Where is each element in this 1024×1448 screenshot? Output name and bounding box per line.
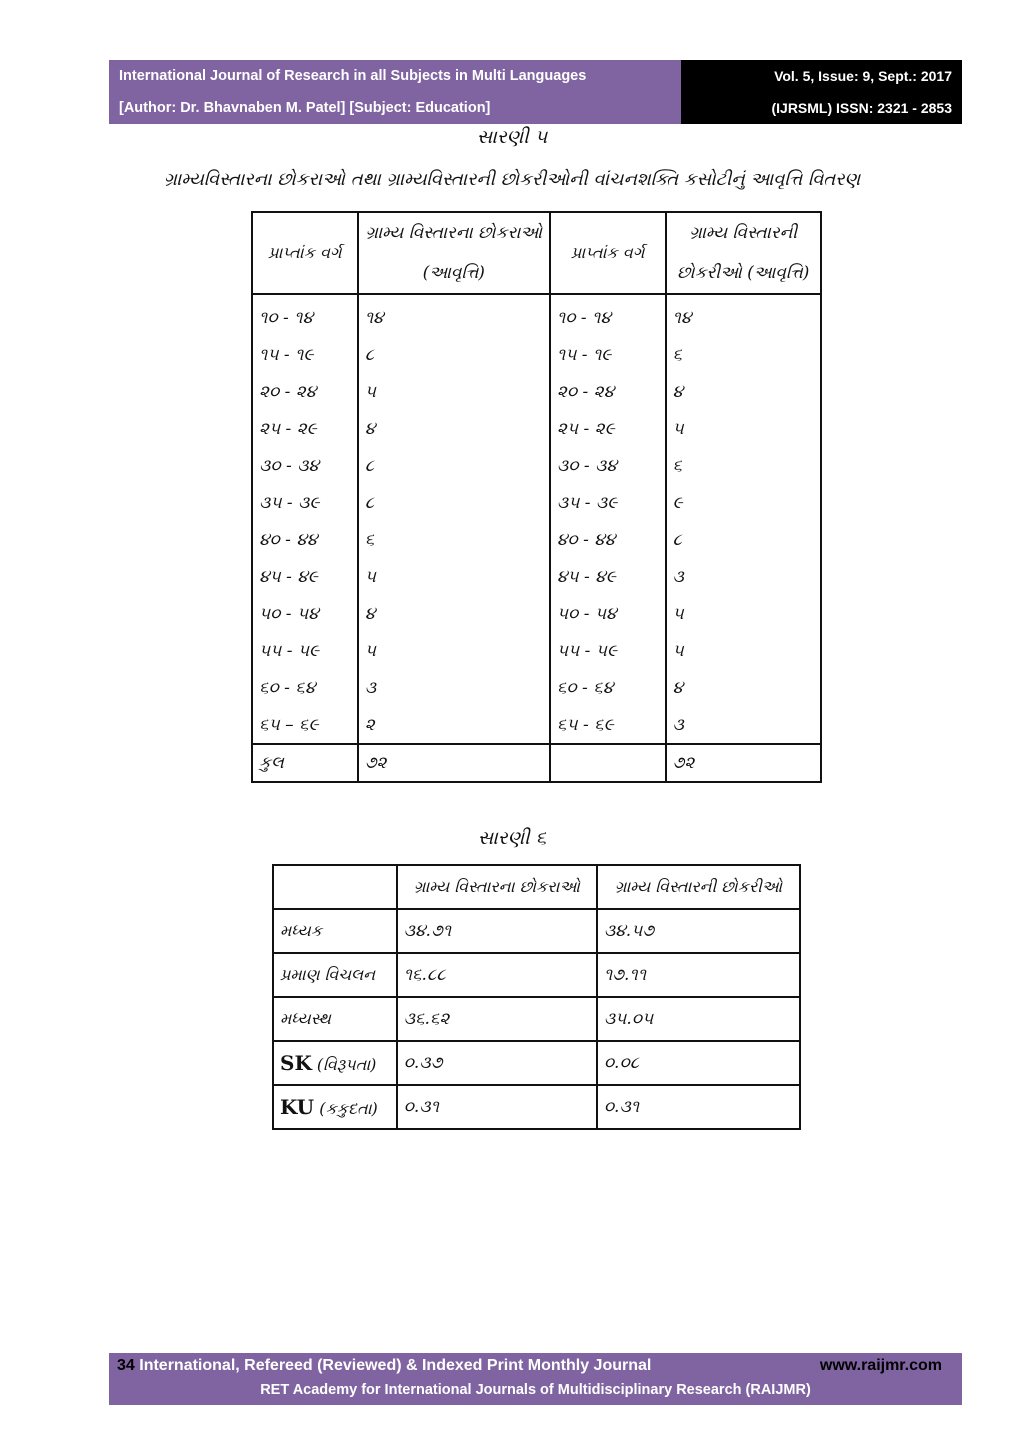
girls-frequency-cell: ૩ [666,558,822,595]
header-empty [273,865,397,909]
girls-frequency-cell: ૬ [666,336,822,373]
header-boys: ગ્રામ્ય વિસ્તારના છોકરાઓ [397,865,597,909]
class-interval-cell: ૧૦ - ૧૪ [252,294,358,336]
class-interval-cell: ૩૦ - ૩૪ [252,447,358,484]
author-subject: [Author: Dr. Bhavnaben M. Patel] [Subject: Education] [119,100,491,116]
class-interval-cell: ૫૫ - ૫૯ [550,632,666,669]
total-boys: ૭૨ [358,744,550,782]
class-interval-cell: ૬૫ – ૬૯ [252,706,358,744]
footer-journal-desc: International, Refereed (Reviewed) & Indexed Print Monthly Journal [139,1357,652,1374]
boys-frequency-cell: ૫ [358,558,550,595]
girls-frequency-cell: ૬ [666,447,822,484]
class-interval-cell: ૧૦ - ૧૪ [550,294,666,336]
table-row [252,373,821,410]
boys-frequency-cell: ૬ [358,521,550,558]
class-interval-cell: ૨૫ - ૨૯ [550,410,666,447]
table-row [273,997,800,1041]
page-number: 34 [117,1357,135,1374]
header-class-interval-2: પ્રાપ્તાંક વર્ગ [550,212,666,294]
class-interval-cell: ૩૫ - ૩૯ [252,484,358,521]
boys-frequency-cell: ૮ [358,484,550,521]
table-row [252,484,821,521]
ku-gujarati: (કકુદતા) [319,1099,378,1118]
footer-line1 [117,1357,651,1375]
header-girls-line2: છોકરીઓ (આવૃત્તિ) [677,263,810,283]
table-row [252,632,821,669]
journal-name: International Journal of Research in all Subjects in Multi Languages [119,68,587,84]
girls-frequency-cell: ૯ [666,484,822,521]
girls-value: ૦.૩૧ [597,1085,800,1129]
class-interval-cell: ૫૦ - ૫૪ [550,595,666,632]
volume-info: Vol. 5, Issue: 9, Sept.: 2017 [774,68,952,84]
header-right-band [681,60,962,124]
class-interval-cell: ૬૫ - ૬૯ [550,706,666,744]
total-girls: ૭૨ [666,744,822,782]
girls-value: ૧૭.૧૧ [597,953,800,997]
total-row [252,744,821,782]
ku-abbrev: KU [280,1095,315,1119]
sk-gujarati: (વિરૂપતા) [316,1055,377,1074]
frequency-distribution-table [251,211,822,783]
header-class-interval: પ્રાપ્તાંક વર્ગ [252,212,358,294]
boys-frequency-cell: ૩ [358,669,550,706]
header-left-band [109,60,681,124]
header-girls: ગ્રામ્ય વિસ્તારની છોકરીઓ [597,865,800,909]
class-interval-cell: ૨૦ - ૨૪ [550,373,666,410]
boys-value: ૦.૩૭ [397,1041,597,1085]
class-interval-cell: ૧૫ - ૧૯ [252,336,358,373]
table-row [273,1041,800,1085]
class-interval-cell: ૪૦ - ૪૪ [252,521,358,558]
table-row [273,953,800,997]
class-interval-cell: ૬૦ - ૬૪ [550,669,666,706]
footer-publisher: RET Academy for International Journals of Multidisciplinary Research (RAIJMR) [260,1382,811,1398]
table5-header-row [252,212,821,294]
header-boys-frequency [358,212,550,294]
boys-value: ૧૬.૮૮ [397,953,597,997]
table-row [252,595,821,632]
boys-value: ૩૬.૬૨ [397,997,597,1041]
table6-header-row [273,865,800,909]
class-interval-cell: ૨૦ - ૨૪ [252,373,358,410]
girls-frequency-cell: ૪ [666,373,822,410]
girls-frequency-cell: ૮ [666,521,822,558]
class-interval-cell: ૫૦ - ૫૪ [252,595,358,632]
issn-info: (IJRSML) ISSN: 2321 - 2853 [771,100,952,116]
page-header [109,60,962,124]
class-interval-cell: ૪૫ - ૪૯ [550,558,666,595]
header-boys-line2: (આવૃત્તિ) [422,263,485,283]
table-row [252,410,821,447]
table-row [273,909,800,953]
boys-frequency-cell: ૨ [358,706,550,744]
sk-abbrev: SK [280,1051,312,1075]
table5-title: ગ્રામ્યવિસ્તારના છોકરાઓ તથા ગ્રામ્યવિસ્તારની છોકરીઓની વાંચનશક્તિ કસોટીનું આવૃત્તિ વિતરણ [163,169,861,190]
row-label-median: મધ્યસ્થ [273,997,397,1041]
class-interval-cell: ૬૦ - ૬૪ [252,669,358,706]
table-row [252,558,821,595]
header-girls-line1: ગ્રામ્ય વિસ્તારની [689,223,798,243]
girls-value: ૩૫.૦૫ [597,997,800,1041]
table-row [252,669,821,706]
page-footer [109,1353,962,1405]
row-label-kurtosis [273,1085,397,1129]
boys-frequency-cell: ૫ [358,632,550,669]
girls-frequency-cell: ૩ [666,706,822,744]
boys-frequency-cell: ૮ [358,447,550,484]
table5-label: સારણી ૫ [476,126,548,148]
row-label-mean: મધ્યક [273,909,397,953]
table-row [252,521,821,558]
table-row [252,706,821,744]
table-row [252,336,821,373]
class-interval-cell: ૩૫ - ૩૯ [550,484,666,521]
boys-frequency-cell: ૧૪ [358,294,550,336]
boys-value: ૦.૩૧ [397,1085,597,1129]
footer-website: www.raijmr.com [819,1357,942,1374]
class-interval-cell: ૪૫ - ૪૯ [252,558,358,595]
total-label: કુલ [252,744,358,782]
girls-frequency-cell: ૫ [666,410,822,447]
girls-value: ૩૪.૫૭ [597,909,800,953]
header-boys-line1: ગ્રામ્ય વિસ્તારના છોકરાઓ [365,223,543,243]
boys-frequency-cell: ૪ [358,595,550,632]
girls-frequency-cell: ૫ [666,595,822,632]
boys-frequency-cell: ૪ [358,410,550,447]
table6-label: સારણી ૬ [477,827,547,849]
boys-frequency-cell: ૫ [358,373,550,410]
statistics-table [272,864,801,1130]
row-label-skewness [273,1041,397,1085]
girls-frequency-cell: ૪ [666,669,822,706]
girls-value: ૦.૦૮ [597,1041,800,1085]
class-interval-cell: ૧૫ - ૧૯ [550,336,666,373]
class-interval-cell: ૨૫ - ૨૯ [252,410,358,447]
class-interval-cell: ૫૫ - ૫૯ [252,632,358,669]
table-row [273,1085,800,1129]
table-row [252,294,821,336]
row-label-std-dev: પ્રમાણ વિચલન [273,953,397,997]
boys-value: ૩૪.૭૧ [397,909,597,953]
girls-frequency-cell: ૫ [666,632,822,669]
class-interval-cell: ૪૦ - ૪૪ [550,521,666,558]
girls-frequency-cell: ૧૪ [666,294,822,336]
class-interval-cell: ૩૦ - ૩૪ [550,447,666,484]
boys-frequency-cell: ૮ [358,336,550,373]
total-empty [550,744,666,782]
header-girls-frequency [666,212,822,294]
table-row [252,447,821,484]
